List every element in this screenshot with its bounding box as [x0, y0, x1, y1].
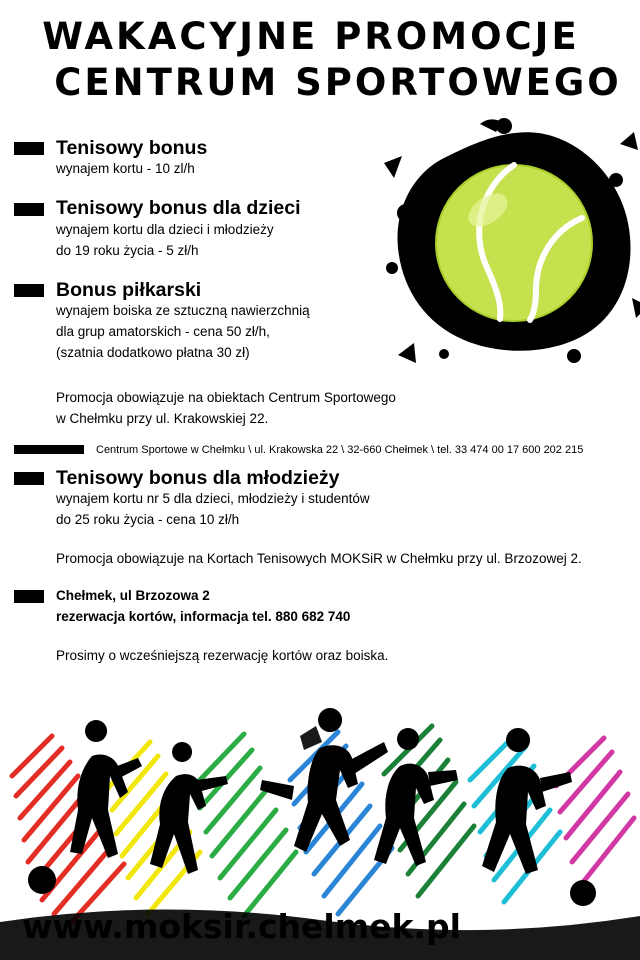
section-heading-label: Tenisowy bonus dla młodzieży	[56, 466, 340, 489]
section-bonus-pilkarski	[14, 280, 624, 364]
section-tenisowy-bonus-dla-dzieci	[14, 198, 624, 261]
bullet-icon	[14, 142, 44, 155]
section-line: wynajem kortu dla dzieci i młodzieży	[56, 221, 274, 237]
decorative-dot	[570, 880, 596, 906]
section-line: wynajem kortu nr 5 dla dzieci, młodzieży i studentów	[56, 491, 370, 507]
paragraph-line: Prosimy o wcześniejszą rezerwację kortów oraz boiska.	[56, 647, 389, 663]
paragraph-line: Promocja obowiązuje na Kortach Tenisowych MOKSiR w Chełmku przy ul. Brzozowej 2.	[56, 550, 582, 566]
section-heading	[14, 280, 624, 301]
divider-bar-icon	[14, 445, 84, 454]
title-line-1: WAKACYJNE PROMOCJE	[42, 15, 580, 58]
section-heading	[14, 468, 624, 489]
contact-line: rezerwacja kortów, informacja tel. 880 682 740	[56, 608, 351, 624]
paragraph-promocja-centrum	[56, 388, 624, 430]
section-heading	[14, 138, 624, 159]
section-heading	[14, 586, 624, 628]
paragraph-promocja-korty	[56, 549, 624, 570]
section-kontakt-chelmek	[14, 586, 624, 628]
section-body	[56, 220, 624, 262]
contact-divider	[14, 444, 624, 456]
paragraph-prosimy-rezerwacja	[56, 646, 624, 667]
bullet-icon	[14, 472, 44, 485]
section-body	[56, 301, 624, 364]
bullet-icon	[14, 590, 44, 603]
website-url[interactable]: www.moksir.chelmek.pl	[22, 907, 461, 946]
section-heading-label: Tenisowy bonus dla dzieci	[56, 197, 301, 220]
section-line: dla grup amatorskich - cena 50 zł/h,	[56, 324, 270, 339]
poster-content	[14, 138, 624, 667]
contact-line: Centrum Sportowe w Chełmku \ ul. Krakowska 22 \ 32-660 Chełmek \ tel. 33 474 00 17 600 202 215	[96, 443, 584, 456]
section-line: do 19 roku życia - 5 zł/h	[56, 242, 199, 258]
section-line: do 25 roku życia - cena 10 zł/h	[56, 512, 240, 528]
section-line: wynajem kortu - 10 zl/h	[56, 161, 195, 177]
section-tenisowy-bonus	[14, 138, 624, 180]
paragraph-line: w Chełmku przy ul. Krakowskiej 22.	[56, 410, 269, 426]
section-heading	[14, 198, 624, 219]
contact-address-block	[56, 586, 350, 628]
bullet-icon	[14, 284, 44, 297]
decorative-dot	[28, 866, 56, 894]
section-line: (szatnia dodatkowo płatna 30 zł)	[56, 344, 250, 360]
page-title	[0, 15, 640, 104]
section-body	[56, 159, 624, 180]
section-body	[56, 489, 624, 531]
contact-line: Chełmek, ul Brzozowa 2	[56, 587, 210, 603]
title-line-2: CENTRUM SPORTOWEGO	[54, 61, 622, 104]
section-heading-label: Tenisowy bonus	[56, 137, 208, 159]
section-tenisowy-bonus-dla-mlodziezy	[14, 468, 624, 531]
bullet-icon	[14, 203, 44, 216]
section-line: wynajem boiska ze sztuczną nawierzchnią	[56, 303, 310, 319]
paragraph-line: Promocja obowiązuje na obiektach Centrum Sportowego	[56, 389, 396, 405]
section-heading-label: Bonus piłkarski	[56, 278, 202, 301]
